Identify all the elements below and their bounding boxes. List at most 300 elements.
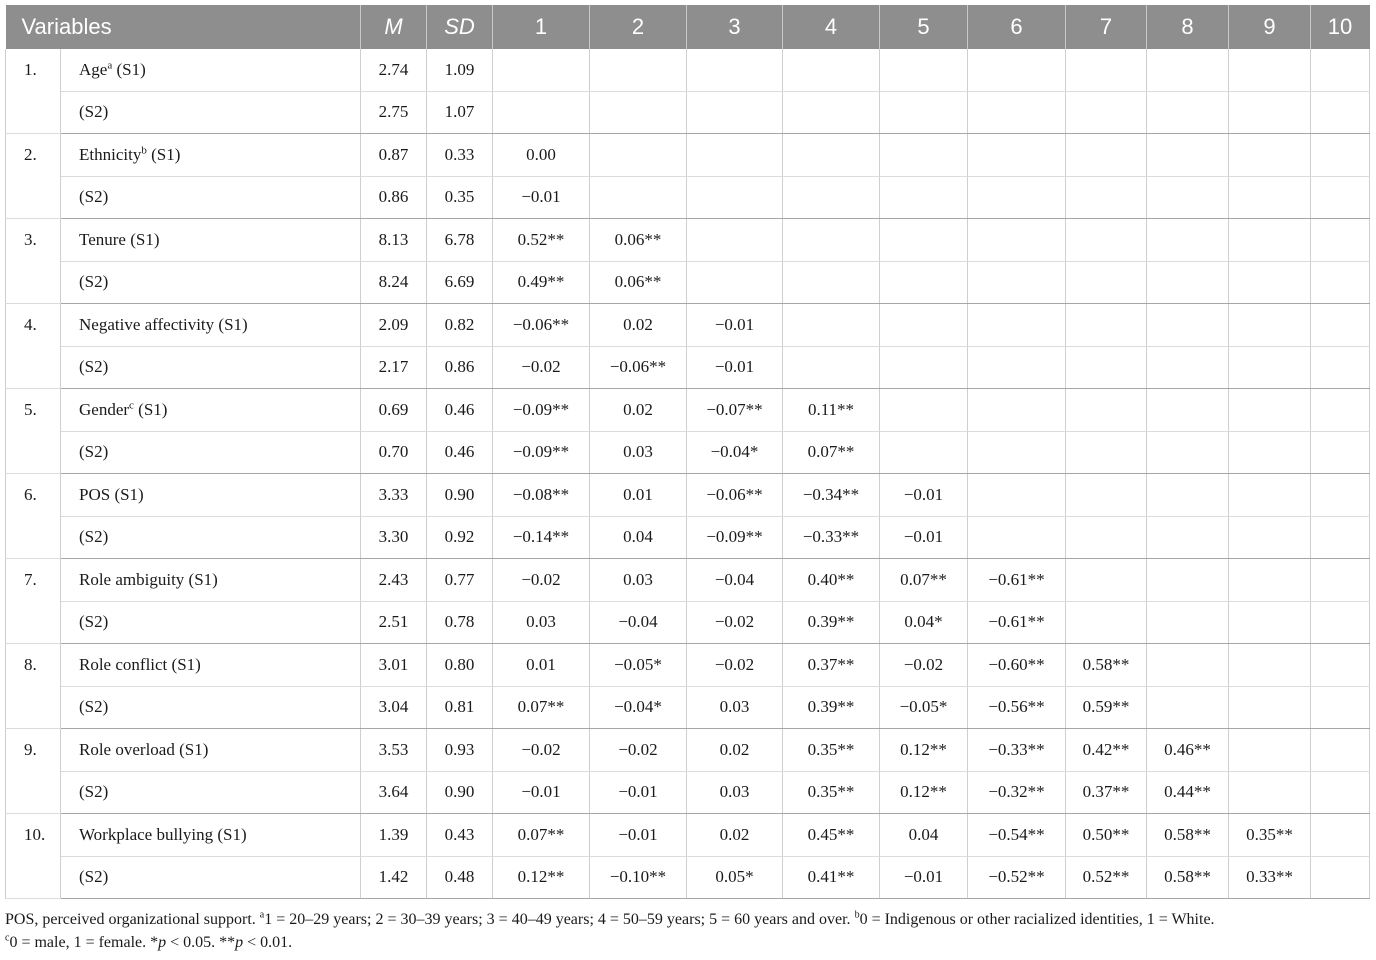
- table-row: [6, 91, 1370, 134]
- row-number: 9.: [6, 729, 61, 814]
- corr-cell: [783, 346, 880, 389]
- corr-cell: [1147, 686, 1229, 729]
- corr-cell: [1066, 91, 1147, 134]
- corr-cell: [1066, 304, 1147, 347]
- mean-cell: 3.04: [361, 686, 427, 729]
- variable-superscript: a: [107, 59, 113, 72]
- corr-cell: 0.12**: [880, 771, 968, 814]
- sd-cell: 0.77: [427, 559, 493, 602]
- corr-cell: −0.09**: [687, 516, 783, 559]
- variable-name-cell: [61, 686, 361, 729]
- corr-cell: [1147, 134, 1229, 177]
- mean-cell: 0.87: [361, 134, 427, 177]
- variable-name-cell: [61, 729, 361, 772]
- variable-name: POS: [79, 484, 111, 504]
- footnote-p1-text: < 0.05. **: [166, 934, 236, 951]
- corr-cell: [1311, 516, 1370, 559]
- corr-cell: [880, 91, 968, 134]
- variable-name: Workplace bullying: [79, 824, 214, 844]
- corr-cell: [1229, 389, 1311, 432]
- corr-cell: −0.52**: [968, 856, 1066, 899]
- sample-label: (S1): [116, 59, 146, 79]
- corr-cell: −0.01: [590, 771, 687, 814]
- row-number: 3.: [6, 219, 61, 304]
- sample-label: (S1): [171, 654, 201, 674]
- corr-cell: 0.58**: [1066, 644, 1147, 687]
- sample-label: (S1): [151, 144, 181, 164]
- corr-cell: −0.34**: [783, 474, 880, 517]
- corr-cell: [1229, 686, 1311, 729]
- corr-cell: [1147, 431, 1229, 474]
- corr-cell: [1066, 389, 1147, 432]
- corr-cell: −0.14**: [493, 516, 590, 559]
- corr-cell: −0.01: [880, 856, 968, 899]
- corr-cell: 0.02: [590, 389, 687, 432]
- corr-cell: [1229, 516, 1311, 559]
- corr-cell: [687, 49, 783, 91]
- sample-label: (S2): [79, 357, 109, 377]
- correlation-table: [5, 5, 1370, 899]
- corr-cell: [1311, 304, 1370, 347]
- corr-cell: −0.02: [590, 729, 687, 772]
- table-body: [6, 49, 1370, 899]
- sd-cell: 0.43: [427, 814, 493, 857]
- table-row: [6, 856, 1370, 899]
- corr-cell: [687, 91, 783, 134]
- corr-cell: 0.49**: [493, 261, 590, 304]
- corr-cell: −0.04*: [590, 686, 687, 729]
- variable-name-cell: [61, 814, 361, 857]
- corr-cell: [880, 134, 968, 177]
- corr-cell: [1066, 559, 1147, 602]
- corr-cell: [687, 134, 783, 177]
- corr-cell: [880, 261, 968, 304]
- variable-name: Gender: [79, 399, 130, 419]
- corr-cell: −0.01: [687, 304, 783, 347]
- variable-name: Ethnicity: [79, 144, 142, 164]
- corr-cell: 0.39**: [783, 686, 880, 729]
- corr-cell: [1066, 346, 1147, 389]
- corr-cell: 0.41**: [783, 856, 880, 899]
- corr-cell: −0.04: [687, 559, 783, 602]
- corr-cell: [968, 474, 1066, 517]
- corr-cell: [968, 516, 1066, 559]
- corr-cell: [687, 176, 783, 219]
- corr-cell: [590, 134, 687, 177]
- corr-cell: [1229, 261, 1311, 304]
- table-row: [6, 474, 1370, 517]
- mean-cell: 0.86: [361, 176, 427, 219]
- corr-cell: −0.09**: [493, 389, 590, 432]
- sample-label: (S2): [79, 527, 109, 547]
- corr-cell: [1311, 814, 1370, 857]
- corr-cell: 0.45**: [783, 814, 880, 857]
- variable-name-cell: [61, 261, 361, 304]
- row-number: 10.: [6, 814, 61, 899]
- corr-cell: [1066, 474, 1147, 517]
- corr-cell: [1311, 134, 1370, 177]
- footnote-abbrev: POS, perceived organizational support.: [5, 911, 260, 928]
- footnote-sup-a: a: [259, 909, 265, 921]
- corr-cell: 0.03: [590, 431, 687, 474]
- corr-cell: [1147, 219, 1229, 262]
- sample-label: (S2): [79, 102, 109, 122]
- corr-cell: [1311, 856, 1370, 899]
- corr-cell: [1311, 91, 1370, 134]
- corr-cell: [1066, 176, 1147, 219]
- corr-cell: [1311, 389, 1370, 432]
- corr-cell: 0.37**: [783, 644, 880, 687]
- corr-cell: −0.56**: [968, 686, 1066, 729]
- footnote-b-text: 0 = Indigenous or other racialized identities, 1 = White.: [859, 911, 1215, 928]
- variable-name-cell: [61, 176, 361, 219]
- sd-cell: 1.07: [427, 91, 493, 134]
- corr-cell: −0.02: [493, 729, 590, 772]
- corr-cell: 0.37**: [1066, 771, 1147, 814]
- corr-cell: −0.04: [590, 601, 687, 644]
- row-number: 7.: [6, 559, 61, 644]
- variable-name-cell: [61, 856, 361, 899]
- corr-cell: 0.02: [590, 304, 687, 347]
- corr-cell: [1311, 729, 1370, 772]
- corr-cell: 0.02: [687, 814, 783, 857]
- corr-cell: [1229, 219, 1311, 262]
- corr-cell: [1066, 219, 1147, 262]
- sd-cell: 6.78: [427, 219, 493, 262]
- corr-cell: [1311, 644, 1370, 687]
- corr-cell: −0.10**: [590, 856, 687, 899]
- corr-cell: [880, 431, 968, 474]
- corr-cell: 0.06**: [590, 261, 687, 304]
- corr-cell: [1311, 559, 1370, 602]
- variable-name: Role overload: [79, 739, 175, 759]
- corr-cell: [1229, 91, 1311, 134]
- corr-cell: [1311, 261, 1370, 304]
- corr-cell: −0.04*: [687, 431, 783, 474]
- row-number: 6.: [6, 474, 61, 559]
- variable-name-cell: [61, 644, 361, 687]
- header-mean: M: [361, 5, 427, 49]
- mean-cell: 3.33: [361, 474, 427, 517]
- header-col-4: 4: [783, 5, 880, 49]
- corr-cell: [968, 389, 1066, 432]
- row-number: 5.: [6, 389, 61, 474]
- corr-cell: [1066, 134, 1147, 177]
- variable-name-cell: [61, 91, 361, 134]
- corr-cell: 0.03: [687, 771, 783, 814]
- corr-cell: [783, 219, 880, 262]
- corr-cell: −0.06**: [493, 304, 590, 347]
- footnote-p1: p: [158, 934, 167, 951]
- variable-name-cell: [61, 49, 361, 91]
- corr-cell: [783, 134, 880, 177]
- mean-cell: 2.75: [361, 91, 427, 134]
- corr-cell: 0.03: [590, 559, 687, 602]
- corr-cell: 0.59**: [1066, 686, 1147, 729]
- corr-cell: −0.02: [687, 644, 783, 687]
- sample-label: (S2): [79, 442, 109, 462]
- corr-cell: [1229, 304, 1311, 347]
- corr-cell: 0.02: [687, 729, 783, 772]
- header-col-9: 9: [1229, 5, 1311, 49]
- corr-cell: [1147, 304, 1229, 347]
- corr-cell: [1229, 644, 1311, 687]
- corr-cell: 0.07**: [493, 814, 590, 857]
- variable-name-cell: [61, 771, 361, 814]
- sd-cell: 0.33: [427, 134, 493, 177]
- header-col-1: 1: [493, 5, 590, 49]
- table-header: [6, 5, 1370, 49]
- corr-cell: [968, 176, 1066, 219]
- corr-cell: −0.09**: [493, 431, 590, 474]
- corr-cell: 0.07**: [783, 431, 880, 474]
- corr-cell: 0.04*: [880, 601, 968, 644]
- footnote-p2: p: [235, 934, 244, 951]
- corr-cell: [1066, 431, 1147, 474]
- sd-cell: 0.92: [427, 516, 493, 559]
- mean-cell: 3.30: [361, 516, 427, 559]
- row-number: 1.: [6, 49, 61, 134]
- sample-label: (S2): [79, 272, 109, 292]
- corr-cell: [880, 304, 968, 347]
- corr-cell: [1311, 219, 1370, 262]
- corr-cell: −0.05*: [880, 686, 968, 729]
- corr-cell: 0.40**: [783, 559, 880, 602]
- corr-cell: −0.01: [590, 814, 687, 857]
- corr-cell: −0.06**: [687, 474, 783, 517]
- corr-cell: [1147, 91, 1229, 134]
- variable-name: Role conflict: [79, 654, 168, 674]
- header-variables: Variables: [6, 5, 361, 49]
- mean-cell: 3.01: [361, 644, 427, 687]
- corr-cell: [1311, 346, 1370, 389]
- mean-cell: 8.24: [361, 261, 427, 304]
- corr-cell: 0.52**: [493, 219, 590, 262]
- corr-cell: [783, 49, 880, 91]
- sd-cell: 0.93: [427, 729, 493, 772]
- table-row: [6, 389, 1370, 432]
- corr-cell: [1229, 559, 1311, 602]
- corr-cell: 0.04: [880, 814, 968, 857]
- corr-cell: [1229, 176, 1311, 219]
- variable-name-cell: [61, 431, 361, 474]
- corr-cell: [1147, 176, 1229, 219]
- corr-cell: [1311, 49, 1370, 91]
- variable-name-cell: [61, 601, 361, 644]
- table-row: [6, 771, 1370, 814]
- footnote-p2-text: < 0.01.: [243, 934, 293, 951]
- variable-name-cell: [61, 516, 361, 559]
- corr-cell: [1147, 474, 1229, 517]
- footnote-a-text: 1 = 20–29 years; 2 = 30–39 years; 3 = 40–49 years; 4 = 50–59 years; 5 = 60 years and over.: [264, 911, 855, 928]
- corr-cell: 0.11**: [783, 389, 880, 432]
- mean-cell: 2.09: [361, 304, 427, 347]
- corr-cell: −0.61**: [968, 559, 1066, 602]
- sd-cell: 6.69: [427, 261, 493, 304]
- corr-cell: −0.02: [493, 559, 590, 602]
- variable-name-cell: [61, 134, 361, 177]
- corr-cell: 0.03: [687, 686, 783, 729]
- corr-cell: [1311, 474, 1370, 517]
- corr-cell: [1229, 49, 1311, 91]
- variable-superscript: c: [129, 399, 134, 412]
- header-col-3: 3: [687, 5, 783, 49]
- corr-cell: −0.08**: [493, 474, 590, 517]
- corr-cell: [1147, 516, 1229, 559]
- corr-cell: [1229, 346, 1311, 389]
- header-sd: SD: [427, 5, 493, 49]
- corr-cell: [1147, 346, 1229, 389]
- variable-name: Tenure: [79, 229, 126, 249]
- corr-cell: −0.02: [880, 644, 968, 687]
- variable-name: Negative affectivity: [79, 314, 215, 334]
- corr-cell: −0.01: [687, 346, 783, 389]
- corr-cell: [968, 346, 1066, 389]
- corr-cell: −0.01: [880, 516, 968, 559]
- corr-cell: 0.01: [590, 474, 687, 517]
- sample-label: (S2): [79, 612, 109, 632]
- corr-cell: [687, 219, 783, 262]
- corr-cell: [1066, 49, 1147, 91]
- mean-cell: 2.43: [361, 559, 427, 602]
- corr-cell: −0.07**: [687, 389, 783, 432]
- corr-cell: −0.33**: [968, 729, 1066, 772]
- corr-cell: [590, 176, 687, 219]
- corr-cell: [1066, 516, 1147, 559]
- sd-cell: 0.35: [427, 176, 493, 219]
- mean-cell: 0.69: [361, 389, 427, 432]
- mean-cell: 2.74: [361, 49, 427, 91]
- corr-cell: 0.01: [493, 644, 590, 687]
- corr-cell: [590, 49, 687, 91]
- corr-cell: −0.54**: [968, 814, 1066, 857]
- corr-cell: 0.58**: [1147, 814, 1229, 857]
- variable-superscript: b: [141, 144, 147, 157]
- mean-cell: 2.17: [361, 346, 427, 389]
- corr-cell: [493, 91, 590, 134]
- corr-cell: −0.06**: [590, 346, 687, 389]
- corr-cell: −0.01: [493, 176, 590, 219]
- corr-cell: 0.05*: [687, 856, 783, 899]
- table-row: [6, 686, 1370, 729]
- corr-cell: 0.04: [590, 516, 687, 559]
- corr-cell: −0.32**: [968, 771, 1066, 814]
- corr-cell: [1147, 601, 1229, 644]
- corr-cell: [1147, 389, 1229, 432]
- mean-cell: 1.39: [361, 814, 427, 857]
- sd-cell: 1.09: [427, 49, 493, 91]
- corr-cell: −0.01: [493, 771, 590, 814]
- corr-cell: [1311, 431, 1370, 474]
- corr-cell: [1066, 261, 1147, 304]
- sample-label: (S1): [130, 229, 160, 249]
- corr-cell: [1311, 686, 1370, 729]
- corr-cell: [968, 134, 1066, 177]
- corr-cell: [880, 176, 968, 219]
- sd-cell: 0.81: [427, 686, 493, 729]
- corr-cell: [880, 389, 968, 432]
- sd-cell: 0.80: [427, 644, 493, 687]
- corr-cell: [968, 261, 1066, 304]
- sample-label: (S1): [217, 824, 247, 844]
- table-row: [6, 346, 1370, 389]
- row-number: 2.: [6, 134, 61, 219]
- footnote-sup-b: b: [854, 909, 860, 921]
- table-row: [6, 644, 1370, 687]
- corr-cell: 0.52**: [1066, 856, 1147, 899]
- sample-label: (S2): [79, 867, 109, 887]
- corr-cell: [1311, 601, 1370, 644]
- corr-cell: [1066, 601, 1147, 644]
- mean-cell: 0.70: [361, 431, 427, 474]
- variable-name-cell: [61, 559, 361, 602]
- corr-cell: 0.42**: [1066, 729, 1147, 772]
- table-row: [6, 261, 1370, 304]
- mean-cell: 3.53: [361, 729, 427, 772]
- corr-cell: 0.44**: [1147, 771, 1229, 814]
- corr-cell: [1229, 771, 1311, 814]
- header-col-7: 7: [1066, 5, 1147, 49]
- corr-cell: 0.46**: [1147, 729, 1229, 772]
- corr-cell: [968, 304, 1066, 347]
- corr-cell: [968, 219, 1066, 262]
- corr-cell: −0.01: [880, 474, 968, 517]
- corr-cell: [1229, 601, 1311, 644]
- table-row: [6, 601, 1370, 644]
- sample-label: (S1): [114, 484, 144, 504]
- header-col-8: 8: [1147, 5, 1229, 49]
- corr-cell: 0.06**: [590, 219, 687, 262]
- corr-cell: 0.07**: [493, 686, 590, 729]
- footnote-c-text: 0 = male, 1 = female. *: [9, 934, 159, 951]
- variable-name: Age: [79, 59, 108, 79]
- sd-cell: 0.90: [427, 771, 493, 814]
- mean-cell: 8.13: [361, 219, 427, 262]
- sd-cell: 0.46: [427, 431, 493, 474]
- table-row: [6, 219, 1370, 262]
- sd-cell: 0.90: [427, 474, 493, 517]
- mean-cell: 1.42: [361, 856, 427, 899]
- corr-cell: 0.00: [493, 134, 590, 177]
- corr-cell: −0.02: [493, 346, 590, 389]
- header-col-6: 6: [968, 5, 1066, 49]
- corr-cell: [1311, 771, 1370, 814]
- corr-cell: [783, 91, 880, 134]
- corr-cell: 0.35**: [783, 771, 880, 814]
- sample-label: (S1): [188, 569, 218, 589]
- table-row: [6, 814, 1370, 857]
- table-row: [6, 516, 1370, 559]
- table-row: [6, 431, 1370, 474]
- corr-cell: [1147, 49, 1229, 91]
- header-col-5: 5: [880, 5, 968, 49]
- variable-name: Role ambiguity: [79, 569, 185, 589]
- corr-cell: 0.35**: [783, 729, 880, 772]
- corr-cell: [590, 91, 687, 134]
- corr-cell: 0.58**: [1147, 856, 1229, 899]
- corr-cell: [880, 49, 968, 91]
- table-footnote: [5, 908, 1371, 954]
- table-row: [6, 176, 1370, 219]
- variable-name-cell: [61, 474, 361, 517]
- corr-cell: 0.39**: [783, 601, 880, 644]
- corr-cell: 0.07**: [880, 559, 968, 602]
- sd-cell: 0.82: [427, 304, 493, 347]
- row-number: 8.: [6, 644, 61, 729]
- corr-cell: 0.50**: [1066, 814, 1147, 857]
- mean-cell: 3.64: [361, 771, 427, 814]
- corr-cell: −0.61**: [968, 601, 1066, 644]
